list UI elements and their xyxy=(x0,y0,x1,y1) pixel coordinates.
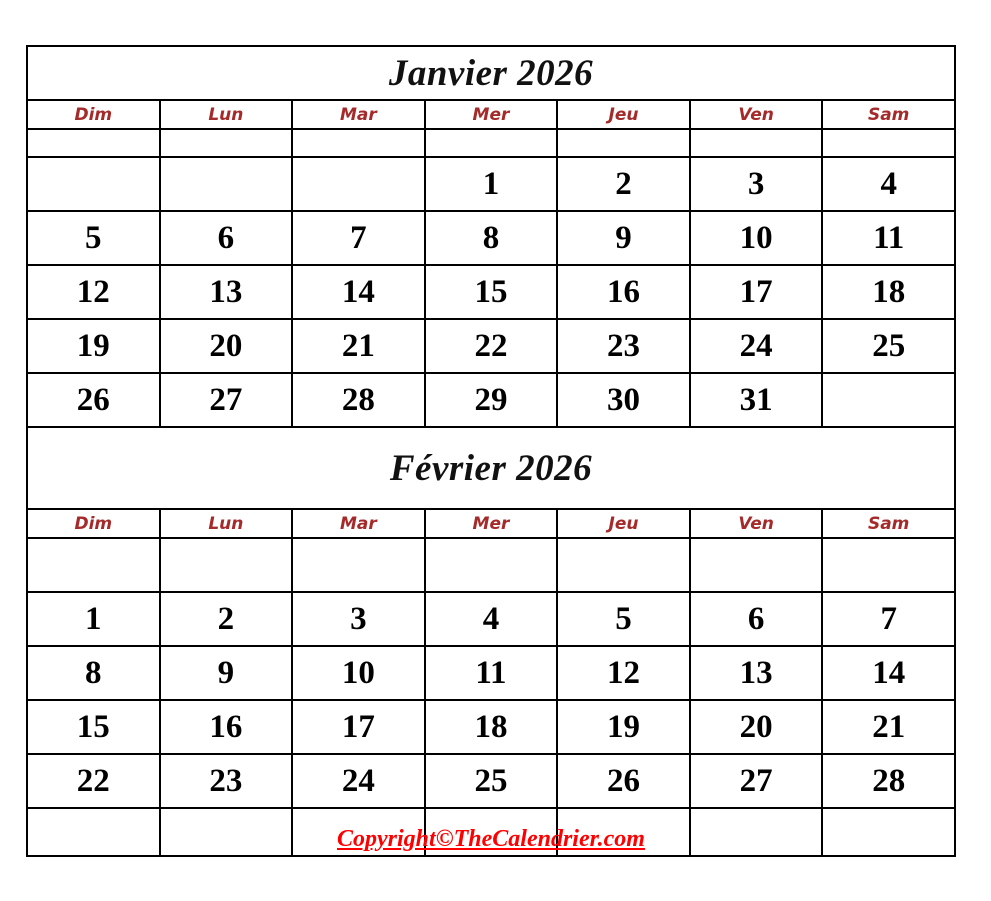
day-cell xyxy=(160,157,293,211)
empty-cell xyxy=(292,129,425,157)
day-cell: 17 xyxy=(690,265,823,319)
empty-cell xyxy=(27,129,160,157)
day-cell: 8 xyxy=(27,646,160,700)
day-cell: 28 xyxy=(292,373,425,427)
empty-cell xyxy=(27,538,160,592)
day-header: Mar xyxy=(292,509,425,538)
day-cell xyxy=(27,157,160,211)
empty-cell xyxy=(690,129,823,157)
feb-title-row xyxy=(27,427,955,509)
day-cell: 20 xyxy=(160,319,293,373)
day-cell: 25 xyxy=(425,754,558,808)
day-cell: 5 xyxy=(27,211,160,265)
feb-week-row xyxy=(27,754,955,808)
empty-cell xyxy=(690,538,823,592)
day-cell: 21 xyxy=(292,319,425,373)
day-header: Dim xyxy=(27,509,160,538)
day-cell: 14 xyxy=(822,646,955,700)
day-cell: 24 xyxy=(690,319,823,373)
month-title-january: Janvier 2026 xyxy=(27,46,955,100)
day-cell: 2 xyxy=(557,157,690,211)
day-header: Dim xyxy=(27,100,160,129)
day-header: Sam xyxy=(822,100,955,129)
day-cell: 27 xyxy=(160,373,293,427)
empty-cell xyxy=(557,538,690,592)
day-cell: 4 xyxy=(822,157,955,211)
day-cell: 3 xyxy=(690,157,823,211)
day-header: Mar xyxy=(292,100,425,129)
day-cell: 10 xyxy=(690,211,823,265)
day-header: Lun xyxy=(160,100,293,129)
day-cell: 30 xyxy=(557,373,690,427)
day-header: Ven xyxy=(690,100,823,129)
day-header: Ven xyxy=(690,509,823,538)
empty-cell xyxy=(425,538,558,592)
day-cell: 15 xyxy=(425,265,558,319)
day-header: Mer xyxy=(425,509,558,538)
day-cell: 22 xyxy=(425,319,558,373)
day-cell: 18 xyxy=(822,265,955,319)
jan-day-header-row xyxy=(27,100,955,129)
jan-week-row xyxy=(27,319,955,373)
empty-cell xyxy=(822,129,955,157)
day-cell: 7 xyxy=(822,592,955,646)
feb-week-row xyxy=(27,646,955,700)
jan-week-row xyxy=(27,373,955,427)
day-cell: 7 xyxy=(292,211,425,265)
day-cell: 1 xyxy=(27,592,160,646)
day-cell: 29 xyxy=(425,373,558,427)
empty-cell xyxy=(160,538,293,592)
day-header: Jeu xyxy=(557,509,690,538)
empty-cell xyxy=(822,538,955,592)
day-cell: 4 xyxy=(425,592,558,646)
day-cell: 17 xyxy=(292,700,425,754)
feb-week-row xyxy=(27,700,955,754)
day-cell: 22 xyxy=(27,754,160,808)
copyright-footer xyxy=(26,826,956,853)
day-cell: 20 xyxy=(690,700,823,754)
day-cell: 9 xyxy=(557,211,690,265)
day-cell: 16 xyxy=(557,265,690,319)
day-cell: 26 xyxy=(27,373,160,427)
day-cell: 5 xyxy=(557,592,690,646)
calendar-table xyxy=(26,45,956,857)
day-header: Jeu xyxy=(557,100,690,129)
empty-cell xyxy=(292,538,425,592)
month-title-february: Février 2026 xyxy=(27,427,955,509)
two-month-calendar xyxy=(26,45,956,857)
empty-cell xyxy=(557,129,690,157)
feb-day-header-row xyxy=(27,509,955,538)
day-cell: 25 xyxy=(822,319,955,373)
day-cell: 13 xyxy=(160,265,293,319)
day-cell: 10 xyxy=(292,646,425,700)
day-cell: 3 xyxy=(292,592,425,646)
day-cell: 8 xyxy=(425,211,558,265)
jan-week-row xyxy=(27,157,955,211)
day-cell: 24 xyxy=(292,754,425,808)
empty-cell xyxy=(160,129,293,157)
day-cell: 19 xyxy=(557,700,690,754)
day-cell: 16 xyxy=(160,700,293,754)
jan-week-row xyxy=(27,265,955,319)
feb-week-row xyxy=(27,592,955,646)
day-cell: 1 xyxy=(425,157,558,211)
day-cell: 6 xyxy=(690,592,823,646)
day-header: Sam xyxy=(822,509,955,538)
day-cell: 12 xyxy=(27,265,160,319)
day-cell: 21 xyxy=(822,700,955,754)
day-cell: 11 xyxy=(425,646,558,700)
day-cell: 11 xyxy=(822,211,955,265)
day-cell xyxy=(822,373,955,427)
day-cell: 12 xyxy=(557,646,690,700)
day-header: Lun xyxy=(160,509,293,538)
day-cell: 15 xyxy=(27,700,160,754)
jan-title-row xyxy=(27,46,955,100)
day-cell: 6 xyxy=(160,211,293,265)
day-cell: 27 xyxy=(690,754,823,808)
day-cell: 31 xyxy=(690,373,823,427)
jan-week-row xyxy=(27,211,955,265)
feb-spacer-row xyxy=(27,538,955,592)
day-cell: 28 xyxy=(822,754,955,808)
day-cell: 19 xyxy=(27,319,160,373)
copyright-link[interactable]: Copyright©TheCalendrier.com xyxy=(337,826,645,852)
day-cell: 23 xyxy=(557,319,690,373)
empty-cell xyxy=(425,129,558,157)
day-cell: 2 xyxy=(160,592,293,646)
day-cell: 9 xyxy=(160,646,293,700)
jan-spacer-row xyxy=(27,129,955,157)
day-cell: 18 xyxy=(425,700,558,754)
day-cell: 23 xyxy=(160,754,293,808)
day-header: Mer xyxy=(425,100,558,129)
day-cell xyxy=(292,157,425,211)
day-cell: 13 xyxy=(690,646,823,700)
day-cell: 26 xyxy=(557,754,690,808)
day-cell: 14 xyxy=(292,265,425,319)
